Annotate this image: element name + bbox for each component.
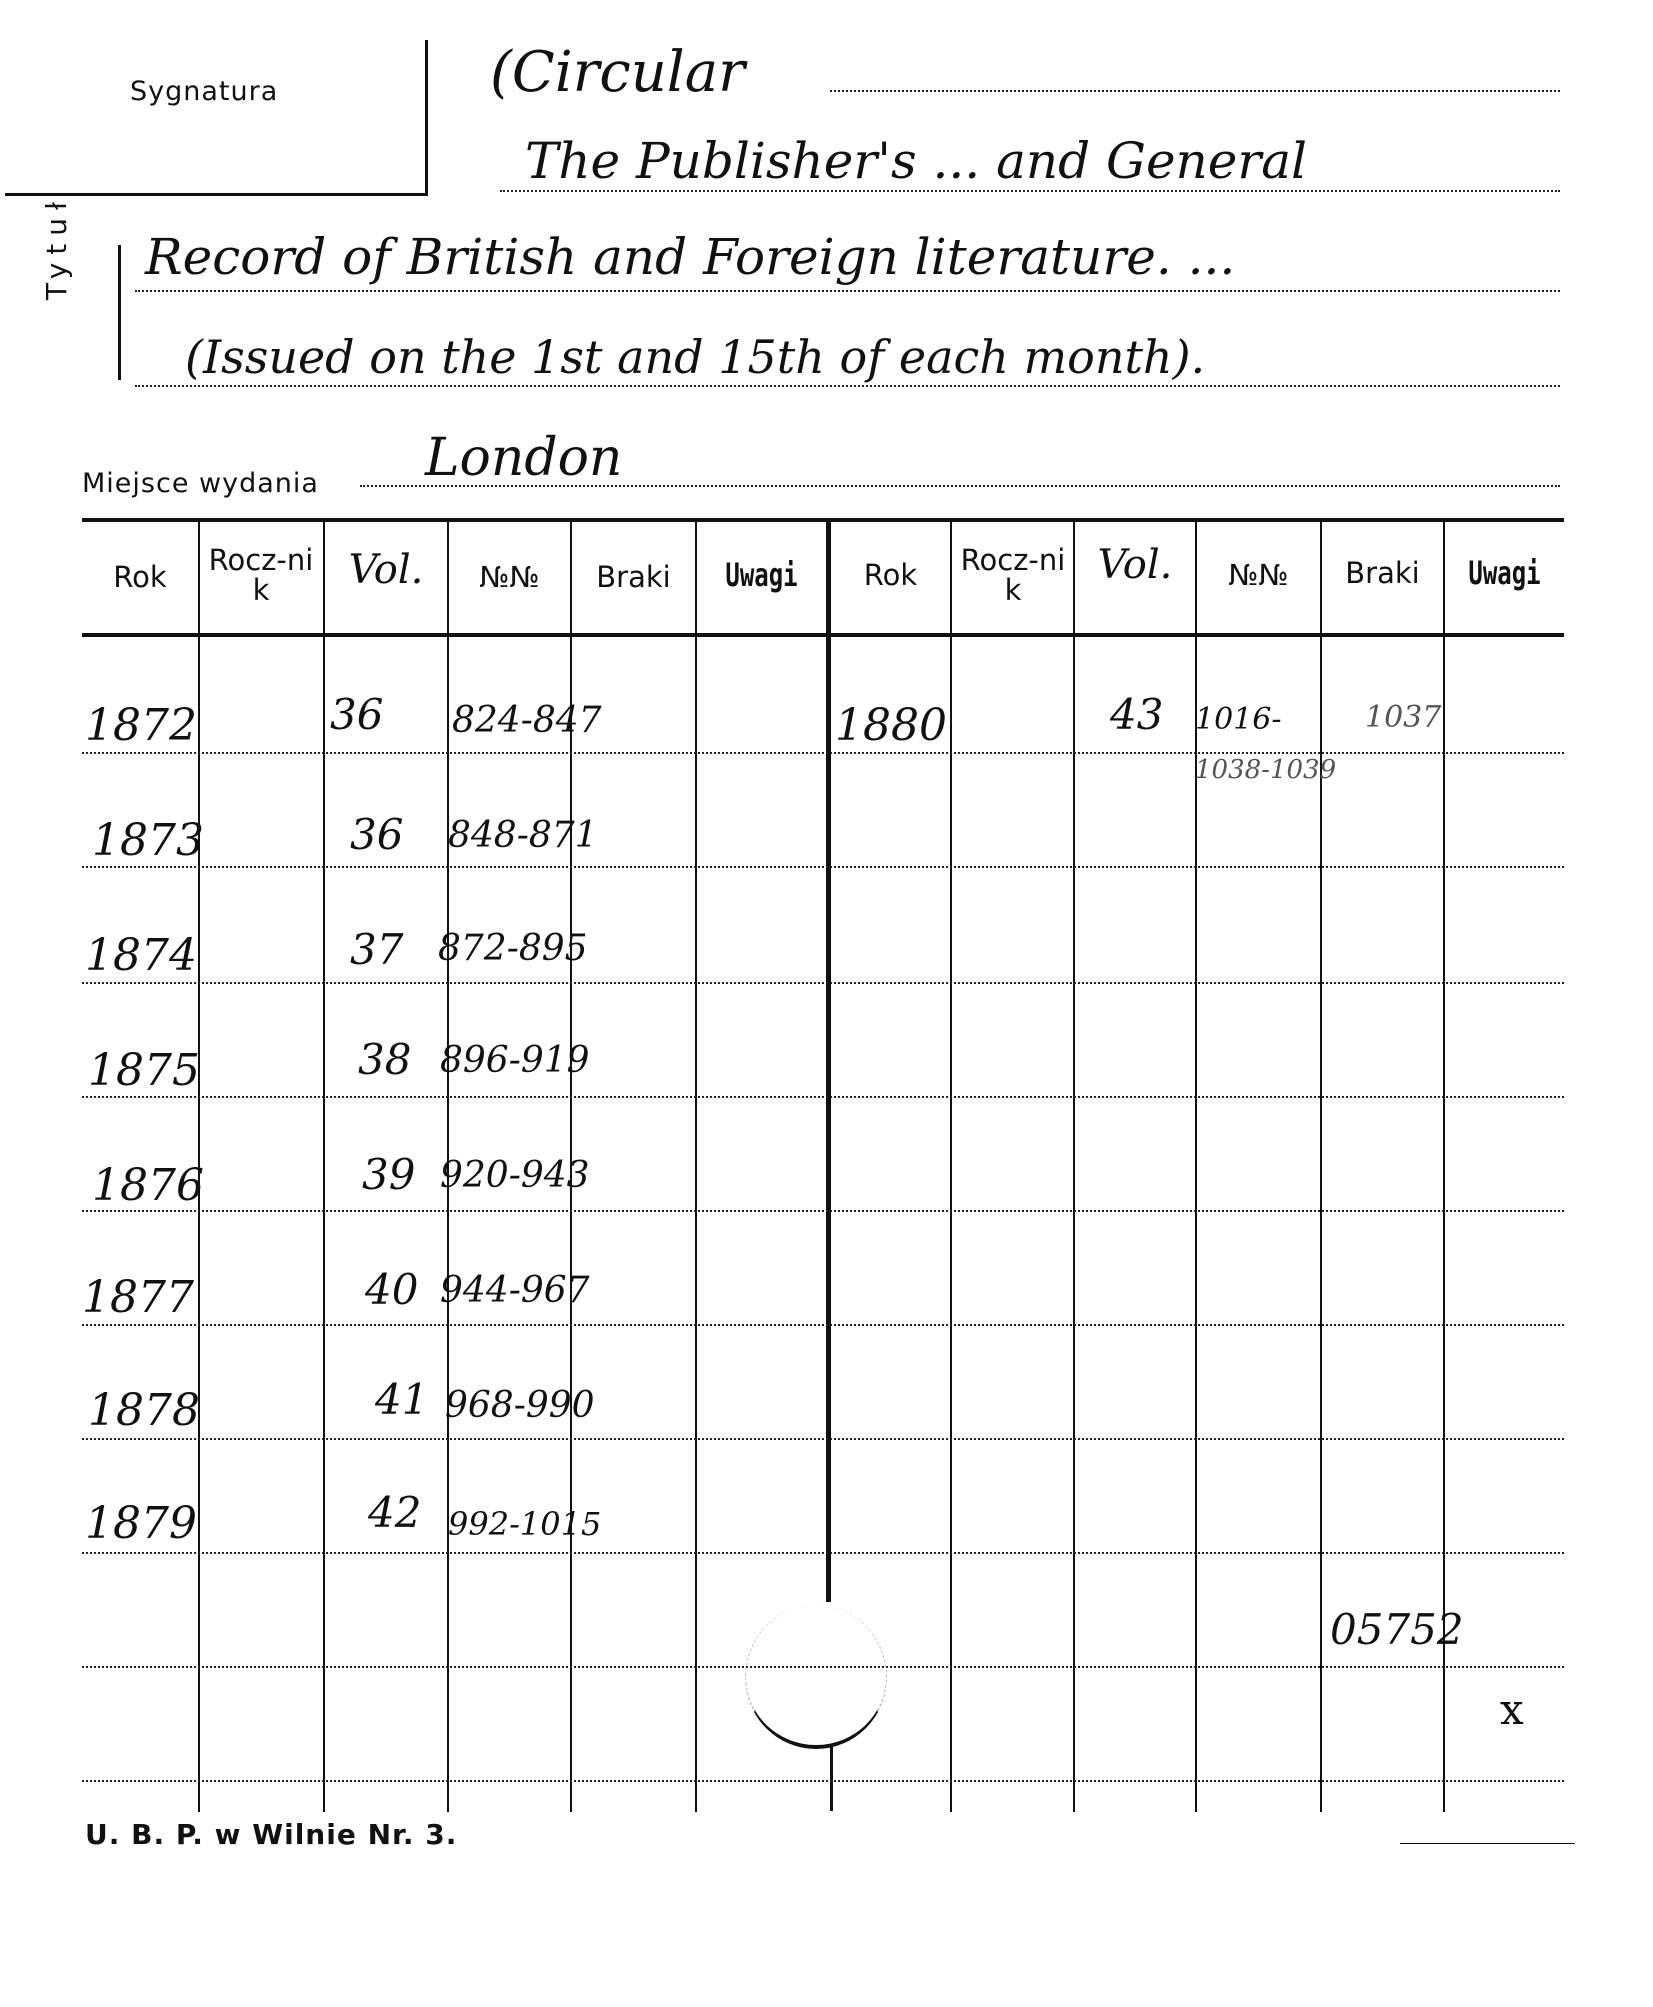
row-dots-5: [82, 1210, 1564, 1212]
row-dots-3: [82, 982, 1564, 984]
tytul-label: Tytuł: [40, 194, 73, 300]
header-rok-left: Rok: [113, 560, 167, 594]
header-braki-left: Braki: [596, 560, 671, 594]
x-mark: x: [1500, 1685, 1524, 1734]
header-bottom-line: [82, 633, 1564, 637]
row-dots-7: [82, 1438, 1564, 1440]
footer-text: U. B. P. w Wilnie Nr. 3.: [85, 1818, 458, 1851]
row-dots-4: [82, 1096, 1564, 1098]
col-line-7: [950, 522, 952, 1812]
title-line-3: Record of British and Foreign literature. ...: [145, 228, 1236, 286]
row-7-rok: 1878: [88, 1385, 200, 1436]
right-row-1-nr-extra: 1037: [1365, 700, 1442, 735]
row-2-nr: 848-871: [448, 815, 598, 856]
row-dots-10: [82, 1780, 1564, 1782]
row-8-rok: 1879: [85, 1498, 197, 1549]
title-dots-1: [830, 90, 1560, 92]
row-1-rok: 1872: [85, 700, 197, 751]
header-vol-right: Vol.: [1097, 542, 1173, 588]
col-line-5: [695, 522, 697, 1812]
title-dots-4: [135, 385, 1560, 387]
row-4-nr: 896-919: [440, 1040, 590, 1081]
bottom-edge-line: [1400, 1843, 1575, 1844]
header-uwagi-right: Uwagi: [1468, 554, 1541, 592]
title-line-2: The Publisher's ... and General: [525, 132, 1308, 190]
title-line-4: (Issued on the 1st and 15th of each month).: [185, 330, 1206, 384]
col-line-8: [1073, 522, 1075, 1812]
row-3-vol: 37: [350, 925, 404, 974]
row-6-nr: 944-967: [440, 1270, 590, 1311]
header-uwagi-left: Uwagi: [725, 556, 798, 594]
inventory-number: 05752: [1330, 1605, 1464, 1654]
row-4-rok: 1875: [88, 1045, 200, 1096]
title-dots-2: [500, 190, 1560, 192]
row-dots-8: [82, 1552, 1564, 1554]
header-rok-right: Rok: [863, 558, 918, 592]
right-row-1-rok: 1880: [835, 700, 947, 751]
row-2-rok: 1873: [92, 815, 204, 866]
header-nr-left: №№: [479, 560, 540, 594]
row-3-rok: 1874: [85, 930, 197, 981]
row-dots-6: [82, 1324, 1564, 1326]
header-nr-right: №№: [1228, 558, 1289, 592]
tytul-bar: [118, 245, 121, 380]
right-row-1-vol: 43: [1110, 690, 1164, 739]
row-7-nr: 968-990: [445, 1385, 595, 1426]
header-vol-left: Vol.: [348, 547, 424, 593]
row-2-vol: 36: [350, 810, 404, 859]
header-braki-right: Braki: [1345, 556, 1420, 590]
row-dots-1: [82, 752, 1564, 754]
row-3-nr: 872-895: [438, 928, 588, 969]
sygnatura-box-right: [425, 40, 428, 195]
row-6-rok: 1877: [82, 1272, 194, 1323]
row-4-vol: 38: [358, 1035, 412, 1084]
place-value: London: [425, 428, 623, 488]
row-1-vol: 36: [330, 690, 384, 739]
row-7-vol: 41: [375, 1375, 429, 1424]
col-line-10: [1320, 522, 1322, 1812]
title-line-1: (Circular: [490, 40, 745, 105]
row-5-nr: 920-943: [440, 1155, 590, 1196]
title-dots-3: [135, 290, 1560, 292]
col-line-center-lower: [830, 1745, 833, 1811]
col-line-2: [323, 522, 325, 1812]
row-8-vol: 42: [368, 1488, 422, 1537]
header-rocznik-right: Rocz-nik: [960, 543, 1066, 607]
miejsce-label: Miejsce wydania: [82, 468, 319, 499]
row-6-vol: 40: [365, 1265, 419, 1314]
row-5-vol: 39: [362, 1150, 416, 1199]
place-dots: [360, 485, 1560, 487]
header-rocznik-left: Rocz-nik: [208, 543, 314, 607]
row-dots-2: [82, 866, 1564, 868]
right-row-1-nr: 1016-: [1195, 702, 1282, 737]
header-top-line: [82, 518, 1564, 522]
punch-hole: [745, 1605, 887, 1749]
row-8-nr: 992-1015: [448, 1505, 602, 1543]
sygnatura-label: Sygnatura: [130, 76, 279, 107]
col-line-center: [826, 522, 831, 1602]
right-row-1-nr-line2: 1038-1039: [1195, 755, 1337, 785]
row-1-nr: 824-847: [452, 700, 602, 741]
row-5-rok: 1876: [92, 1160, 204, 1211]
